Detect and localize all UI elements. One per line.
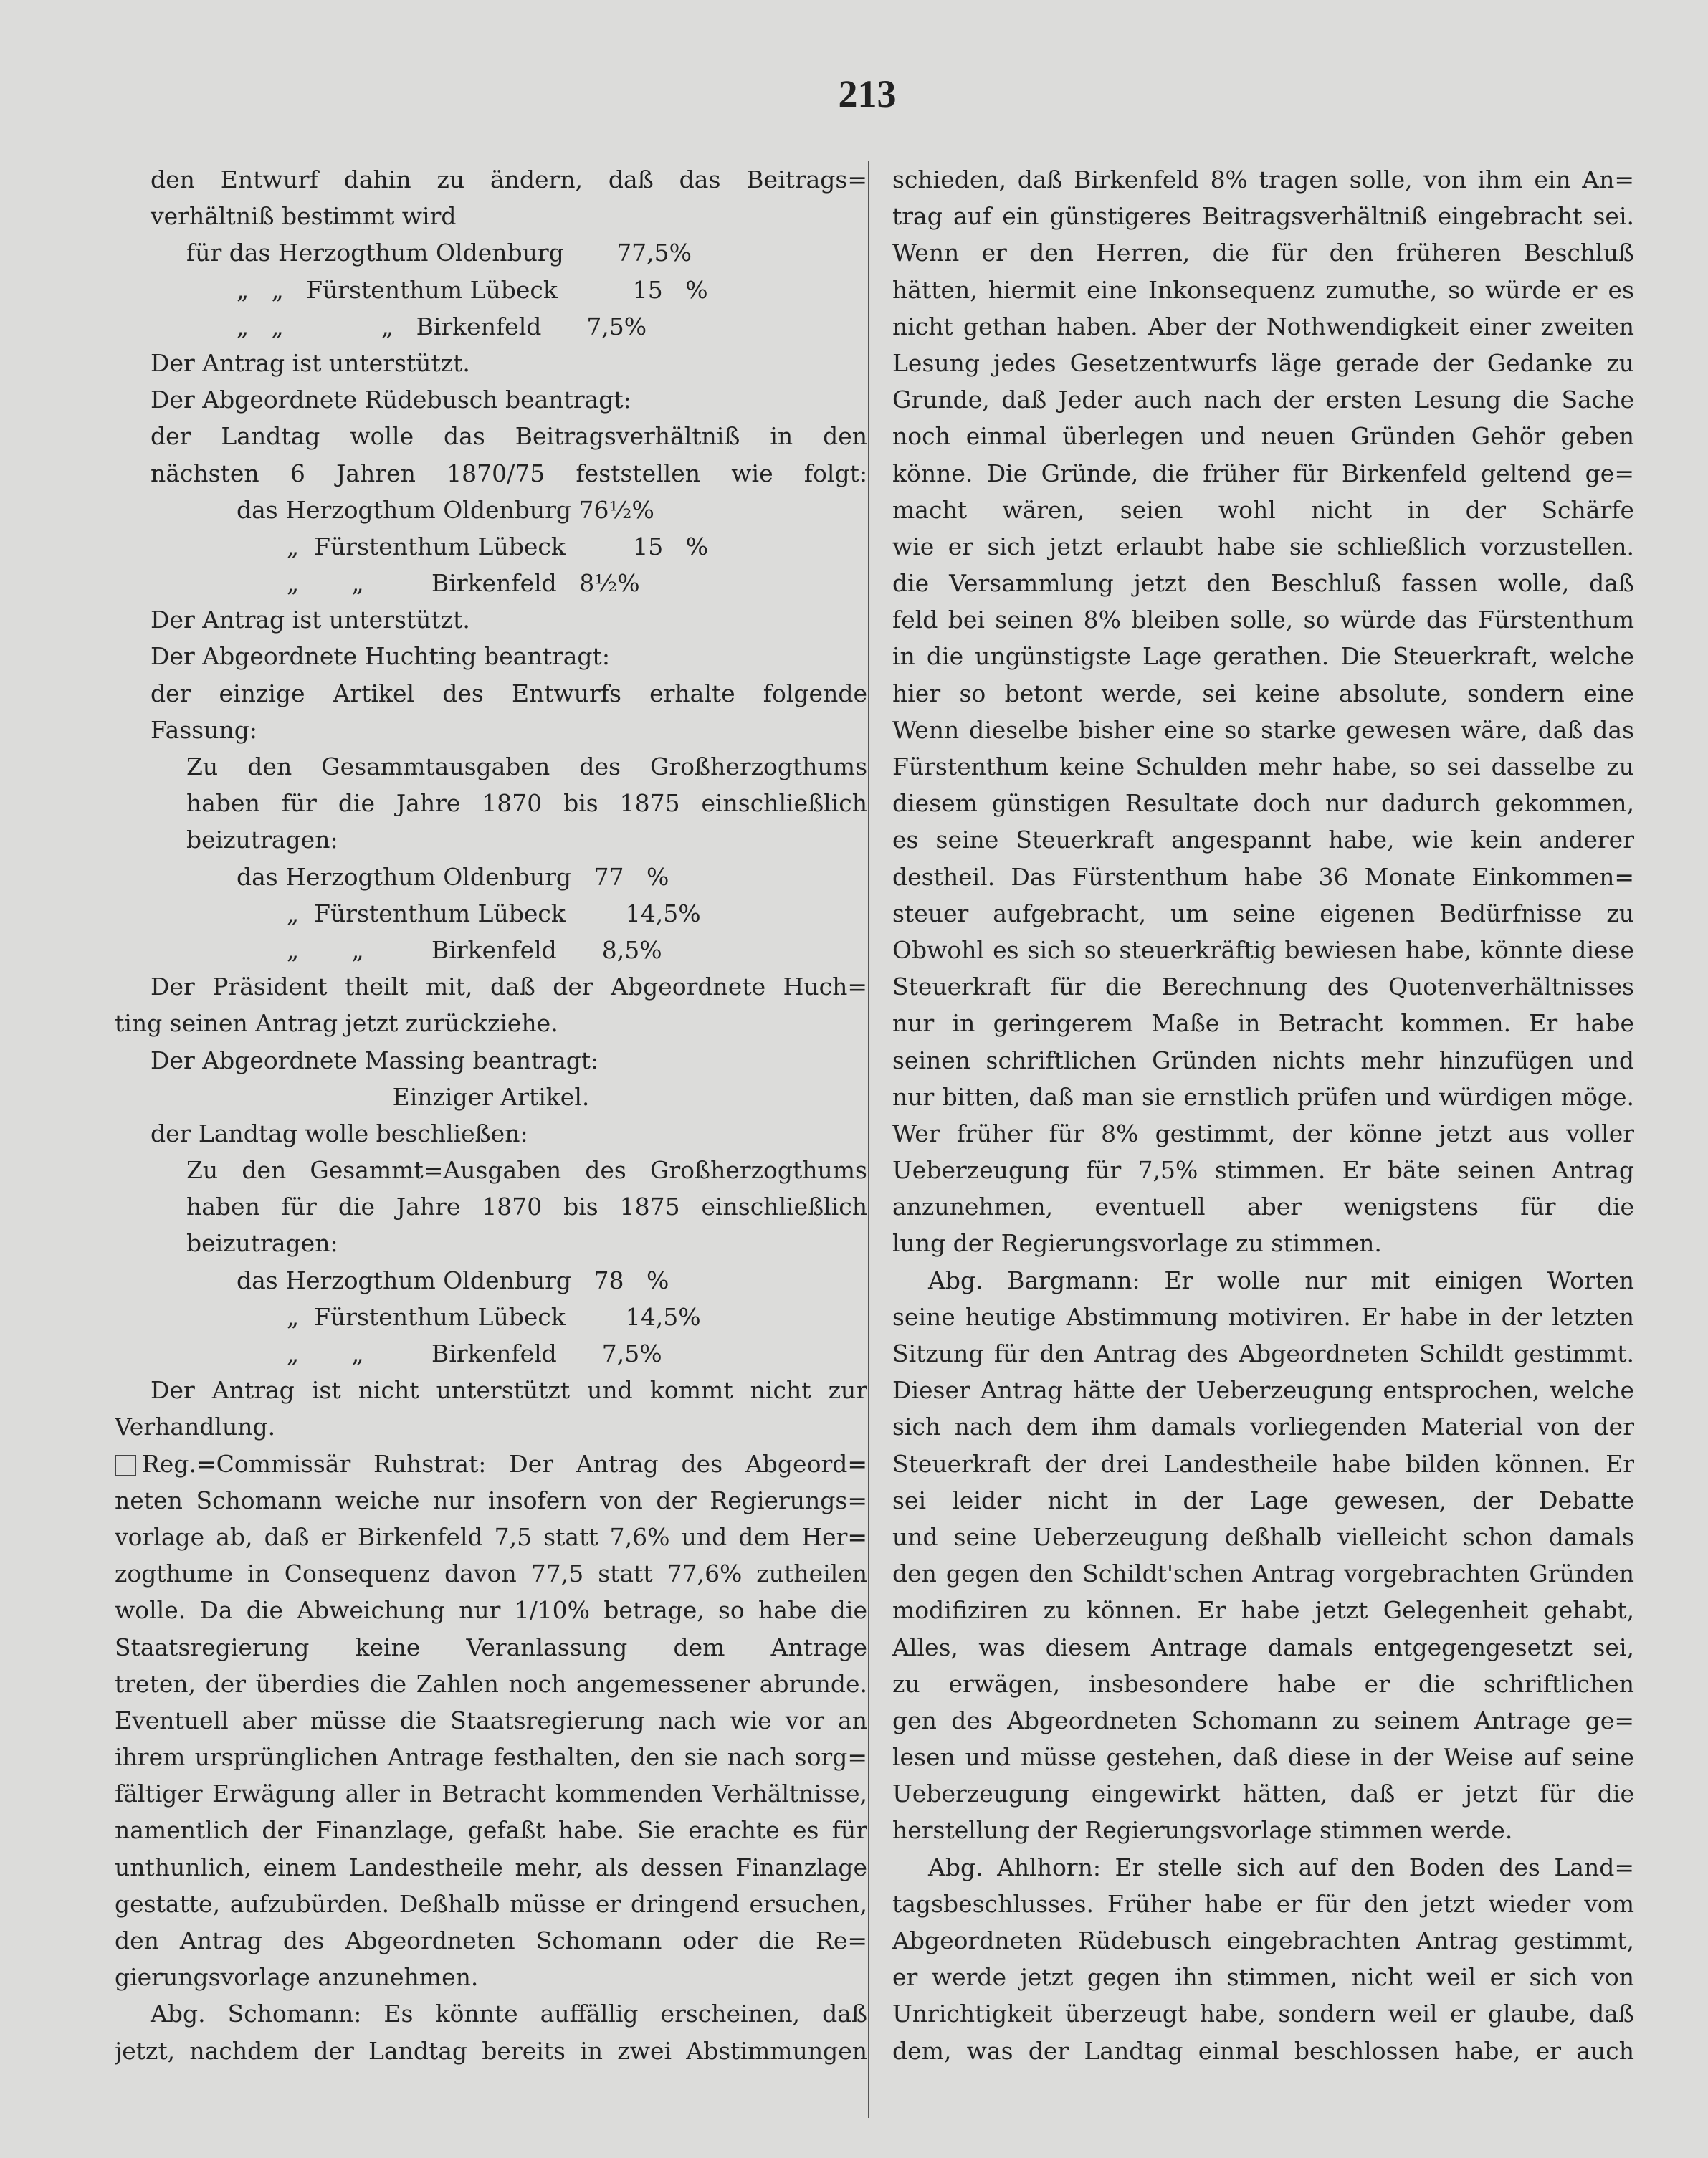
text-line-content: „ „ Birkenfeld 7,5% <box>287 1340 662 1367</box>
text-line-content: und seine Ueberzeugung deßhalb vielleicht schon damals <box>892 1522 1634 1551</box>
text-line-content: seine heutige Abstimmung motiviren. Er habe in der letzten <box>892 1302 1634 1331</box>
text-line <box>892 1115 1634 1152</box>
text-line <box>115 1812 867 1848</box>
left-column <box>115 161 867 2069</box>
text-line-content: Verhandlung. <box>115 1413 276 1441</box>
text-line <box>892 161 1634 198</box>
text-line-content: lesen und müsse gestehen, daß diese in der Weise auf seine <box>892 1743 1634 1772</box>
text-line <box>892 1152 1634 1188</box>
text-line <box>892 381 1634 418</box>
text-line-content: den Antrag des Abgeordneten Schomann oder die Re= <box>115 1927 867 1954</box>
text-line-content: steuer aufgebracht, um seine eigenen Bedürfnisse zu <box>892 899 1634 927</box>
text-line <box>115 1629 867 1666</box>
text-line-content: nächsten 6 Jahren 1870/75 feststellen wie folgt: <box>151 459 867 487</box>
text-line <box>892 198 1634 234</box>
text-line <box>892 859 1634 895</box>
text-line-content: Wer früher für 8% gestimmt, der könne jetzt aus voller <box>892 1119 1634 1147</box>
text-line-content: „ Fürstenthum Lübeck 15 % <box>287 532 709 560</box>
text-line-content: Steuerkraft für die Berechnung des Quotenverhältnisses <box>892 973 1634 1001</box>
text-line-content: könne. Die Gründe, die früher für Birkenfeld geltend ge= <box>892 459 1634 487</box>
text-line-content: noch einmal überlegen und neuen Gründen Gehör geben <box>892 422 1634 451</box>
text-line <box>115 895 867 932</box>
text-line-content: in die ungünstigste Lage gerathen. Die Steuerkraft, welche <box>892 642 1634 671</box>
text-line <box>115 1152 867 1188</box>
text-line <box>115 565 867 601</box>
text-line <box>892 675 1634 712</box>
text-line-content: sich nach dem ihm damals vorliegenden Material von der <box>892 1413 1634 1441</box>
text-line <box>115 821 867 858</box>
text-line <box>892 1335 1634 1372</box>
marginal-stamp-icon <box>115 1455 136 1476</box>
text-line-content: die Versammlung jetzt den Beschluß fassen wolle, daß <box>892 569 1634 598</box>
text-line-content: gierungsvorlage anzunehmen. <box>115 1963 479 1992</box>
text-line-content: nur in geringerem Maße in Betracht kommen. Er habe <box>892 1009 1634 1038</box>
text-line-content: Steuerkraft der drei Landestheile habe bilden können. Er <box>892 1449 1634 1478</box>
text-line <box>115 492 867 528</box>
text-line-content: zu erwägen, insbesondere habe er die schriftlichen <box>892 1669 1634 1698</box>
text-line <box>115 1519 867 1555</box>
text-line-content: lung der Regierungsvorlage zu stimmen. <box>892 1229 1382 1258</box>
text-line-content: der Landtag wolle beschließen: <box>151 1119 528 1147</box>
text-line <box>115 1079 867 1115</box>
text-line <box>892 785 1634 821</box>
text-line <box>115 1739 867 1775</box>
text-line-content: Reg.=Commissär Ruhstrat: Der Antrag des Abgeord= <box>142 1449 867 1478</box>
text-line-content: Zu den Gesammtausgaben des Großherzogthums <box>186 753 867 780</box>
text-line <box>115 968 867 1005</box>
text-line-content: für das Herzogthum Oldenburg 77,5% <box>186 239 692 267</box>
text-line-content: herstellung der Regierungsvorlage stimmen werde. <box>892 1816 1513 1845</box>
text-line-content: „ „ Birkenfeld 8,5% <box>287 935 662 964</box>
text-line <box>115 1922 867 1959</box>
text-line-content: es seine Steuerkraft angespannt habe, wie kein anderer <box>892 826 1634 854</box>
text-line-content: der Landtag wolle das Beitragsverhältniß in den <box>151 422 867 451</box>
text-line-content: verhältniß bestimmt wird <box>151 202 457 231</box>
text-line <box>892 968 1634 1005</box>
text-line-content: Abg. Ahlhorn: Er stelle sich auf den Boden des Land= <box>928 1853 1634 1881</box>
text-line-content: Grunde, daß Jeder auch nach der ersten Lesung die Sache <box>892 386 1634 414</box>
text-line <box>892 748 1634 785</box>
text-line <box>892 1446 1634 1482</box>
text-line <box>115 381 867 418</box>
text-line <box>115 1408 867 1445</box>
text-line <box>115 1005 867 1041</box>
text-line <box>115 1995 867 2032</box>
text-line-content: ihrem ursprünglichen Antrage festhalten, den sie nach sorg= <box>115 1743 867 1772</box>
text-line <box>892 1739 1634 1775</box>
text-line-content: modifiziren zu können. Er habe jetzt Gelegenheit gehabt, <box>892 1596 1634 1625</box>
text-line <box>892 455 1634 492</box>
text-line-content: haben für die Jahre 1870 bis 1875 einschließlich <box>186 1193 867 1221</box>
text-line <box>115 712 867 748</box>
text-line <box>892 1886 1634 1922</box>
text-line <box>892 1812 1634 1848</box>
text-line <box>892 492 1634 528</box>
text-line <box>892 1299 1634 1335</box>
text-line <box>115 1666 867 1702</box>
text-line-content: den gegen den Schildt'schen Antrag vorgebrachten Gründen <box>892 1560 1634 1588</box>
text-line-content: unthunlich, einem Landestheile mehr, als dessen Finanzlage <box>115 1853 867 1881</box>
text-line <box>892 932 1634 968</box>
text-line <box>115 1372 867 1408</box>
text-line <box>115 1225 867 1261</box>
text-line <box>115 785 867 821</box>
text-line-content: wolle. Da die Abweichung nur 1/10% betrage, so habe die <box>115 1596 867 1625</box>
text-line <box>892 1702 1634 1739</box>
text-line <box>892 1225 1634 1261</box>
text-line-content: feld bei seinen 8% bleiben solle, so würde das Fürstenthum <box>892 606 1634 634</box>
text-line-content: Abg. Bargmann: Er wolle nur mit einigen Worten <box>928 1266 1634 1294</box>
text-line <box>115 1702 867 1739</box>
text-line-content: tagsbeschlusses. Früher habe er für den jetzt wieder vom <box>892 1889 1634 1918</box>
text-line <box>115 1262 867 1299</box>
text-line-content: das Herzogthum Oldenburg 78 % <box>237 1266 669 1294</box>
text-line <box>115 1849 867 1886</box>
text-line-content: ting seinen Antrag jetzt zurückziehe. <box>115 1009 558 1038</box>
text-line-content: hätten, hiermit eine Inkonsequenz zumuthe, so würde er es <box>892 275 1634 304</box>
text-line-content: beizutragen: <box>186 826 338 854</box>
text-line-content: Der Antrag ist unterstützt. <box>151 348 470 377</box>
text-line <box>115 161 867 198</box>
text-line-content: macht wären, seien wohl nicht in der Schärfe <box>892 495 1634 524</box>
text-line-content: Lesung jedes Gesetzentwurfs läge gerade der Gedanke zu <box>892 348 1634 377</box>
text-line <box>115 418 867 454</box>
text-line-content: neten Schomann weiche nur insofern von der Regierungs= <box>115 1486 867 1514</box>
text-line-content: „ „ Birkenfeld 8½% <box>287 569 640 598</box>
text-line-content: Der Antrag ist nicht unterstützt und kommt nicht zur <box>151 1376 867 1405</box>
text-line-content: Zu den Gesammt=Ausgaben des Großherzogthums <box>186 1156 867 1185</box>
text-line-content: Abgeordneten Rüdebusch eingebrachten Antrag gestimmt, <box>892 1927 1634 1954</box>
text-line-content: Sitzung für den Antrag des Abgeordneten Schildt gestimmt. <box>892 1340 1634 1367</box>
text-line-content: Wenn dieselbe bisher eine so starke gewesen wäre, daß das <box>892 715 1634 744</box>
text-line <box>892 1262 1634 1299</box>
text-line-content: „ „ Fürstenthum Lübeck 15 % <box>237 275 708 304</box>
text-line <box>115 345 867 381</box>
text-line <box>892 1005 1634 1041</box>
text-line <box>892 1666 1634 1702</box>
text-line-content: fältiger Erwägung aller in Betracht kommenden Verhältnisse, <box>115 1780 867 1808</box>
text-line-content: gestatte, aufzubürden. Deßhalb müsse er dringend ersuchen, <box>115 1889 867 1918</box>
text-line <box>115 638 867 674</box>
text-line-content: Dieser Antrag hätte der Ueberzeugung entsprochen, welche <box>892 1376 1634 1405</box>
text-line <box>892 1849 1634 1886</box>
text-line <box>115 675 867 712</box>
text-line-content: Abg. Schomann: Es könnte auffällig erscheinen, daß <box>151 2000 867 2028</box>
text-line-content: „ Fürstenthum Lübeck 14,5% <box>287 1302 701 1331</box>
text-line <box>115 272 867 308</box>
text-line-content: das Herzogthum Oldenburg 76½% <box>237 495 654 524</box>
text-line <box>115 1592 867 1628</box>
right-column <box>892 161 1634 2069</box>
text-line-content: Der Antrag ist unterstützt. <box>151 606 470 634</box>
text-line <box>115 1335 867 1372</box>
text-line <box>115 1959 867 1995</box>
text-line-content: jetzt, nachdem der Landtag bereits in zwei Abstimmungen <box>115 2036 867 2065</box>
text-line-content: Alles, was diesem Antrage damals entgegengesetzt sei, <box>892 1633 1634 1661</box>
text-line-content: der einzige Artikel des Entwurfs erhalte folgende <box>151 679 867 707</box>
text-line-content: vorlage ab, daß er Birkenfeld 7,5 statt 7,6% und dem Her= <box>115 1522 867 1551</box>
text-line-content: Ueberzeugung für 7,5% stimmen. Er bäte seinen Antrag <box>892 1156 1634 1185</box>
text-line <box>892 895 1634 932</box>
text-line-content: anzunehmen, eventuell aber wenigstens für die <box>892 1193 1634 1221</box>
text-line-content: Ueberzeugung eingewirkt hätten, daß er jetzt für die <box>892 1780 1634 1808</box>
text-line-content: er werde jetzt gegen ihn stimmen, nicht weil er sich von <box>892 1963 1634 1992</box>
text-line-content: Wenn er den Herren, die für den früheren Beschluß <box>892 239 1634 267</box>
text-line <box>115 1446 867 1482</box>
text-line <box>892 638 1634 674</box>
text-line-content: Der Abgeordnete Huchting beantragt: <box>151 642 610 671</box>
text-line <box>892 1959 1634 1995</box>
text-line <box>115 601 867 638</box>
text-line-content: wie er sich jetzt erlaubt habe sie schließlich vorzustellen. <box>892 532 1634 560</box>
text-line <box>892 1188 1634 1225</box>
text-line-content: Fassung: <box>151 715 257 744</box>
text-line <box>892 1629 1634 1666</box>
text-line <box>892 1775 1634 1812</box>
text-line <box>115 308 867 345</box>
text-line <box>892 1482 1634 1519</box>
text-line-content: dem, was der Landtag einmal beschlossen habe, er auch <box>892 2036 1634 2065</box>
text-line <box>892 272 1634 308</box>
text-line <box>115 1555 867 1592</box>
text-line <box>115 234 867 271</box>
text-line-content: Obwohl es sich so steuerkräftig bewiesen habe, könnte diese <box>892 935 1634 964</box>
text-line-content: Unrichtigkeit überzeugt habe, sondern weil er glaube, daß <box>892 2000 1634 2028</box>
text-line-content: „ Fürstenthum Lübeck 14,5% <box>287 899 701 927</box>
page-number: 213 <box>838 72 897 115</box>
text-line <box>892 528 1634 565</box>
text-line <box>892 821 1634 858</box>
text-line-content: Der Abgeordnete Rüdebusch beantragt: <box>151 386 631 414</box>
text-line <box>892 1372 1634 1408</box>
text-line-content: den Entwurf dahin zu ändern, daß das Beitrags= <box>151 166 867 194</box>
text-line-content: beizutragen: <box>186 1229 338 1258</box>
text-line <box>892 1079 1634 1115</box>
text-line <box>892 1042 1634 1079</box>
text-line <box>892 712 1634 748</box>
text-line-content: Fürstenthum keine Schulden mehr habe, so sei dasselbe zu <box>892 753 1634 780</box>
text-line <box>892 418 1634 454</box>
text-line-content: nur bitten, daß man sie ernstlich prüfen und würdigen möge. <box>892 1082 1634 1111</box>
text-line <box>115 2033 867 2069</box>
text-line <box>115 198 867 234</box>
text-line-content: nicht gethan haben. Aber der Nothwendigkeit einer zweiten <box>892 312 1634 340</box>
text-line <box>115 932 867 968</box>
text-line <box>892 1995 1634 2032</box>
text-line-content: Der Abgeordnete Massing beantragt: <box>151 1046 599 1074</box>
text-line <box>115 1042 867 1079</box>
text-line <box>115 455 867 492</box>
text-line <box>892 1592 1634 1628</box>
text-line <box>892 601 1634 638</box>
text-line <box>892 2033 1634 2069</box>
text-line-content: diesem günstigen Resultate doch nur dadurch gekommen, <box>892 789 1634 818</box>
text-line <box>892 345 1634 381</box>
text-line <box>892 1555 1634 1592</box>
text-line <box>892 234 1634 271</box>
text-line-content: seinen schriftlichen Gründen nichts mehr hinzufügen und <box>892 1046 1634 1074</box>
text-line-content: namentlich der Finanzlage, gefaßt habe. Sie erachte es für <box>115 1816 867 1845</box>
text-line <box>892 565 1634 601</box>
text-line <box>115 1482 867 1519</box>
text-line <box>892 1408 1634 1445</box>
text-line-content: sei leider nicht in der Lage gewesen, der Debatte <box>892 1486 1634 1514</box>
text-line <box>892 308 1634 345</box>
text-line-content: Eventuell aber müsse die Staatsregierung nach wie vor an <box>115 1706 867 1734</box>
text-line-content: Einziger Artikel. <box>392 1082 590 1111</box>
text-line <box>115 528 867 565</box>
text-line-content: das Herzogthum Oldenburg 77 % <box>237 862 669 891</box>
text-line <box>115 748 867 785</box>
text-line <box>892 1922 1634 1959</box>
text-line-content: destheil. Das Fürstenthum habe 36 Monate Einkommen= <box>892 862 1634 891</box>
text-line <box>115 859 867 895</box>
text-line <box>115 1299 867 1335</box>
text-line-content: trag auf ein günstigeres Beitragsverhältniß eingebracht sei. <box>892 202 1634 231</box>
text-line-content: schieden, daß Birkenfeld 8% tragen solle, von ihm ein An= <box>892 166 1634 194</box>
text-line-content: zogthume in Consequenz davon 77,5 statt 77,6% zutheilen <box>115 1560 867 1588</box>
text-line-content: haben für die Jahre 1870 bis 1875 einschließlich <box>186 789 867 818</box>
text-line-content: hier so betont werde, sei keine absolute, sondern eine <box>892 679 1634 707</box>
text-line <box>115 1115 867 1152</box>
text-line <box>115 1775 867 1812</box>
text-line-content: „ „ „ Birkenfeld 7,5% <box>237 312 647 340</box>
text-line-content: Staatsregierung keine Veranlassung dem Antrage <box>115 1633 867 1661</box>
text-line-content: treten, der überdies die Zahlen noch angemessener abrunde. <box>115 1669 867 1698</box>
text-line <box>115 1188 867 1225</box>
column-divider <box>868 161 869 2118</box>
text-line <box>115 1886 867 1922</box>
text-line-content: Der Präsident theilt mit, daß der Abgeordnete Huch= <box>151 973 867 1001</box>
text-line <box>892 1519 1634 1555</box>
text-line-content: gen des Abgeordneten Schomann zu seinem Antrage ge= <box>892 1706 1634 1734</box>
